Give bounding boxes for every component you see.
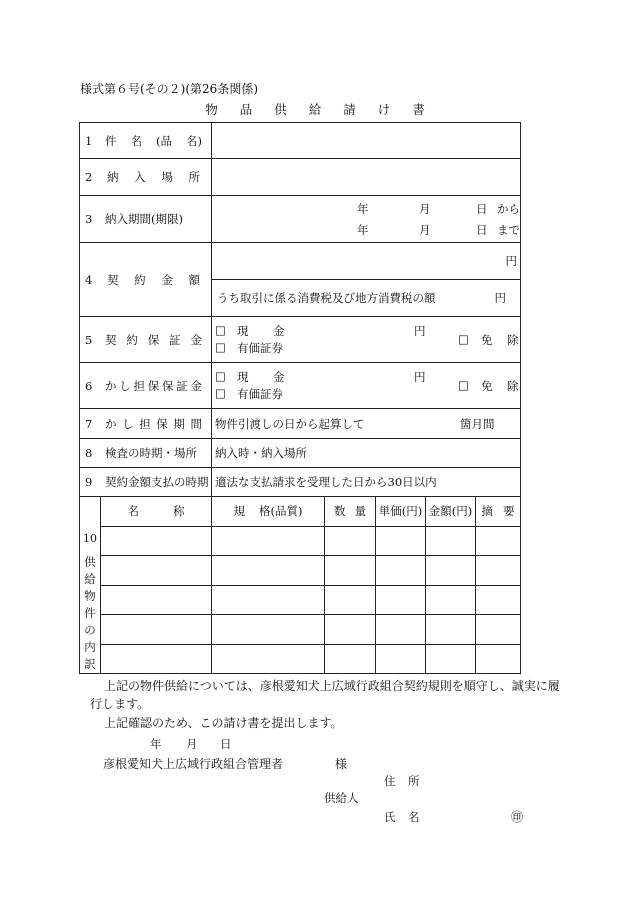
items-row (80, 615, 521, 645)
items-row (80, 556, 521, 586)
title-char: 品 (239, 102, 253, 117)
year-label: 年 (357, 202, 369, 216)
cash-label-char: 現 (237, 324, 249, 338)
row-number: 4 (85, 272, 93, 287)
name-label-char: 氏 (384, 810, 396, 824)
yen-unit: 円 (494, 291, 506, 305)
submission-paragraph: 上記確認のため、この請け書を提出します。 (104, 716, 343, 730)
item-unit-price-cell[interactable] (376, 644, 426, 674)
items-section-label (80, 497, 101, 674)
row-warranty-deposit (80, 363, 521, 409)
seal-mark: ㊞ (511, 810, 524, 824)
address-label-char: 住 (384, 774, 396, 788)
items-header-row (80, 497, 521, 527)
row-contract-amount (80, 243, 521, 280)
securities-label: 有価証券 (237, 341, 283, 355)
col-header-spec: 規 格(品質) (212, 497, 325, 527)
label-char: 保 (156, 416, 168, 431)
securities-checkbox[interactable]: □ (215, 386, 226, 400)
row-warranty-period (80, 409, 521, 439)
row-delivery-period (80, 196, 521, 243)
vertical-char: 供 (84, 555, 96, 569)
agreement-paragraph-line2: 行します。 (90, 697, 150, 711)
item-name-field[interactable] (212, 123, 521, 159)
label-char: 担 (133, 378, 145, 393)
tax-label: うち取引に係る消費税及び地方消費税の額 (217, 291, 436, 305)
cash-label-char: 金 (273, 370, 285, 384)
from-label: から (497, 202, 520, 216)
item-amount-cell[interactable] (426, 644, 476, 674)
exempt-label-char: 免 (481, 333, 493, 347)
title-char: 書 (412, 102, 425, 117)
row-number: 3 (85, 212, 93, 226)
cash-checkbox[interactable]: □ (215, 323, 226, 337)
label-char: 場 (161, 170, 173, 184)
item-spec-cell[interactable] (212, 585, 325, 615)
item-name-cell[interactable] (101, 556, 212, 586)
months-unit: 箇月間 (460, 417, 495, 431)
items-row (80, 644, 521, 674)
delivery-period-field[interactable] (212, 196, 521, 243)
exempt-label-char: 除 (507, 333, 519, 347)
row-payment-timing (80, 468, 521, 497)
label-char: 納 (107, 170, 119, 184)
warranty-period-text: 物件引渡しの日から起算して (215, 417, 365, 431)
month-label: 月 (419, 202, 431, 216)
label-char: 金 (161, 272, 173, 287)
item-amount-cell[interactable] (426, 615, 476, 645)
col-header-qty: 数 量 (325, 497, 376, 527)
exempt-label-char: 除 (507, 379, 519, 393)
name-label-char: 名 (408, 810, 420, 824)
item-name-cell[interactable] (101, 585, 212, 615)
supplier-label: 供給人 (324, 791, 359, 805)
label-char: 保 (147, 378, 160, 393)
date-year: 年 (150, 737, 162, 751)
securities-label: 有価証券 (237, 387, 283, 401)
row-number: 1 (85, 133, 93, 148)
item-name-cell[interactable] (101, 644, 212, 674)
row-label: 納入期間(期限) (105, 212, 183, 226)
item-note-cell[interactable] (476, 556, 521, 586)
row-number: 6 (85, 378, 93, 393)
vertical-char: 訳 (84, 657, 96, 671)
payment-timing-field[interactable] (212, 468, 521, 497)
col-header-note: 摘 要 (476, 497, 521, 527)
col-header-amount: 金額(円) (426, 497, 476, 527)
contract-amount-field[interactable] (212, 243, 521, 280)
row-contract-deposit (80, 317, 521, 363)
payment-timing-text: 適法な支払請求を受理した日から30日以内 (215, 475, 437, 489)
label-char: 名) (186, 133, 202, 148)
item-qty-cell[interactable] (325, 526, 376, 556)
address-label-char: 所 (408, 774, 420, 788)
row-delivery-place (80, 159, 521, 196)
row-number: 7 (85, 416, 93, 431)
exempt-label-char: 免 (481, 379, 493, 393)
title-char: 給 (308, 102, 322, 117)
row-number: 5 (85, 332, 93, 347)
vertical-char: の (84, 623, 96, 637)
item-spec-cell[interactable] (212, 644, 325, 674)
row-item-name (80, 123, 521, 159)
label-char: 約 (126, 332, 138, 347)
document-title (0, 100, 630, 118)
vertical-char: 内 (84, 640, 96, 654)
item-spec-cell[interactable] (212, 526, 325, 556)
label-char: 金 (190, 332, 202, 347)
title-char: 供 (274, 102, 287, 117)
securities-checkbox[interactable]: □ (215, 340, 226, 354)
label-char: 担 (139, 416, 151, 431)
item-unit-price-cell[interactable] (376, 556, 426, 586)
label-char: 保 (162, 378, 174, 393)
item-spec-cell[interactable] (212, 615, 325, 645)
item-qty-cell[interactable] (325, 615, 376, 645)
label-char: 証 (169, 332, 181, 347)
cash-label-char: 金 (273, 324, 285, 338)
vertical-char: 件 (84, 606, 96, 620)
label-char: 入 (134, 170, 146, 184)
yen-unit: 円 (505, 254, 517, 268)
item-amount-cell[interactable] (426, 526, 476, 556)
label-char: 名 (130, 133, 142, 148)
label-char: 保 (147, 332, 160, 347)
warranty-period-field[interactable] (212, 409, 521, 439)
item-unit-price-cell[interactable] (376, 585, 426, 615)
item-note-cell[interactable] (476, 644, 521, 674)
exempt-checkbox[interactable]: □ (458, 332, 469, 346)
day-label: 日 (476, 202, 488, 216)
item-qty-cell[interactable] (325, 644, 376, 674)
item-note-cell[interactable] (476, 615, 521, 645)
yen-unit: 円 (414, 370, 426, 384)
item-spec-cell[interactable] (212, 556, 325, 586)
items-row (80, 585, 521, 615)
item-qty-cell[interactable] (325, 585, 376, 615)
date-month: 月 (186, 737, 198, 751)
item-unit-price-cell[interactable] (376, 615, 426, 645)
row-inspection (80, 439, 521, 468)
cash-checkbox[interactable]: □ (215, 369, 226, 383)
title-char: 請 (343, 102, 356, 117)
col-header-name: 名 称 (101, 497, 212, 527)
day-label: 日 (476, 223, 488, 237)
row-label: 検査の時期・場所 (105, 446, 197, 460)
label-char: 金 (190, 378, 202, 393)
item-amount-cell[interactable] (426, 556, 476, 586)
addressee: 彦根愛知犬上広域行政組合管理者 (103, 757, 284, 771)
until-label: まで (497, 223, 520, 237)
item-note-cell[interactable] (476, 526, 521, 556)
label-char: 所 (188, 170, 200, 184)
title-char: け (377, 102, 391, 117)
item-amount-cell[interactable] (426, 585, 476, 615)
items-row (80, 526, 521, 556)
item-qty-cell[interactable] (325, 556, 376, 586)
exempt-checkbox[interactable]: □ (458, 378, 469, 392)
row-label: 契約金額支払の時期 (105, 475, 209, 489)
row-number: 8 (85, 446, 93, 460)
label-char: 証 (176, 378, 188, 393)
label-char: 約 (134, 272, 146, 287)
label-char: か (105, 416, 117, 431)
label-char: 契 (105, 332, 117, 347)
row-number: 9 (85, 475, 93, 489)
agreement-paragraph-line1: 上記の物件供給については、彦根愛知犬上広域行政組合契約規則を順守し、誠実に履 (104, 679, 560, 693)
inspection-text: 納入時・納入場所 (215, 446, 307, 460)
label-char: 間 (190, 416, 202, 431)
row-number: 2 (85, 170, 93, 184)
date-day: 日 (220, 737, 232, 751)
contract-form-table (79, 122, 521, 674)
tax-amount-field[interactable] (212, 280, 521, 317)
row-number: 10 (83, 532, 97, 545)
label-char: し (122, 416, 134, 431)
delivery-place-field[interactable] (212, 159, 521, 196)
item-unit-price-cell[interactable] (376, 526, 426, 556)
vertical-char: 給 (84, 572, 96, 586)
year-label: 年 (357, 223, 369, 237)
label-char: 額 (188, 272, 200, 287)
vertical-char: 物 (84, 589, 96, 603)
form-number: 様式第６号(その２)(第26条関係) (80, 82, 258, 96)
item-note-cell[interactable] (476, 585, 521, 615)
month-label: 月 (419, 223, 431, 237)
inspection-field[interactable] (212, 439, 521, 468)
item-name-cell[interactable] (101, 526, 212, 556)
title-char: 物 (205, 102, 218, 117)
col-header-unit-price: 単価(円) (376, 497, 426, 527)
label-char: 期 (173, 416, 185, 431)
label-char: (品 (156, 133, 172, 148)
cash-label-char: 現 (237, 370, 249, 384)
honorific: 様 (335, 757, 348, 771)
item-name-cell[interactable] (101, 615, 212, 645)
label-char: 契 (107, 272, 119, 287)
label-char: 件 (105, 133, 117, 148)
yen-unit: 円 (414, 324, 426, 338)
label-char: し (119, 378, 131, 393)
label-char: か (105, 378, 117, 393)
